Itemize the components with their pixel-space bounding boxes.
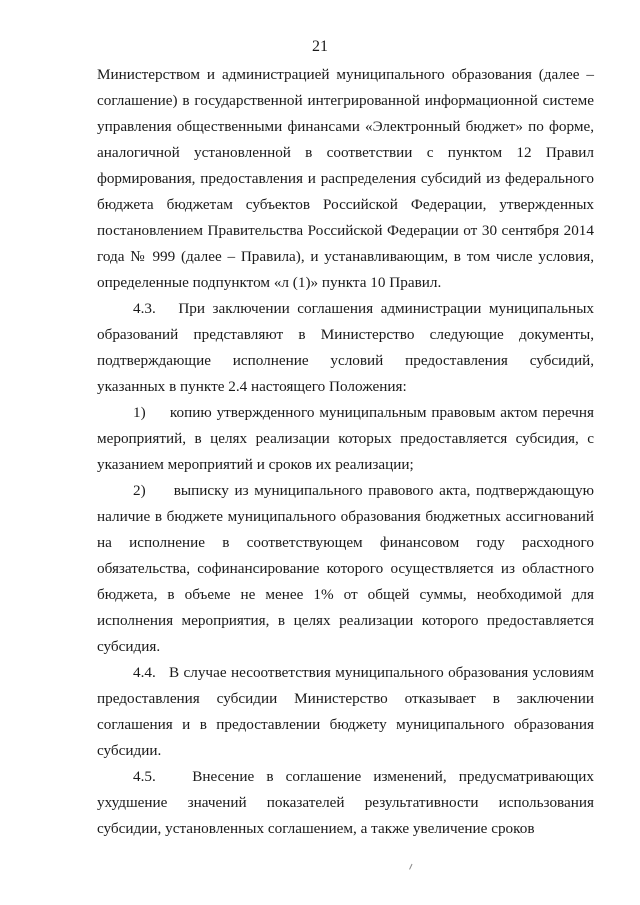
paragraph-4-3: 4.3. При заключении соглашения администрации муниципальных образований представляют в Министерство следующие документы, подтверждающие исполнение условий предоставления субсидий, указанных в пункте 2.4 настоящего Положения:: [97, 300, 598, 395]
paragraph-4-5: 4.5. Внесение в соглашение изменений, предусматривающих ухудшение значений показателей результативности использования субсидии, установленных соглашением, а также увеличение сроков: [97, 768, 598, 837]
pen-mark: [409, 864, 418, 872]
paragraph-4-3-item-2: 2) выписку из муниципального правового акта, подтверждающую наличие в бюджете муниципального образования бюджетных ассигнований на исполнение в соответствующем финансовом году расходного обязательства, софинансирование которого осуществляется из областного бюджета, в объеме не менее 1% от общей суммы, необходимой для исполнения мероприятия, в целях реализации которого предоставляется субсидия.: [97, 482, 598, 655]
page-number: 21: [312, 38, 328, 55]
paragraph-4-3-item-1: 1) копию утвержденного муниципальным правовым актом перечня мероприятий, в целях реализации которых предоставляется субсидия, с указанием мероприятий и сроков их реализации;: [97, 404, 598, 473]
paragraph-4-4: 4.4. В случае несоответствия муниципального образования условиям предоставления субсидии Министерство отказывает в заключении соглашения и в предоставлении бюджету муниципального образования субсидии.: [97, 664, 598, 759]
paragraph-intro: Министерством и администрацией муниципального образования (далее – соглашение) в государственной интегрированной информационной системе управления общественными финансами «Электронный бюджет» по форме, аналогичной установленной в соответствии с пунктом 12 Правил формирования, предоставления и распределения субсидий из федерального бюджета бюджетам субъектов Российской Федерации, утвержденных постановлением Правительства Российской Федерации от 30 сентября 2014 года № 999 (далее – Правила), и устанавливающим, в том числе условия, определенные подпунктом «л (1)» пункта 10 Правил.: [97, 66, 598, 291]
body-text: [97, 62, 598, 842]
